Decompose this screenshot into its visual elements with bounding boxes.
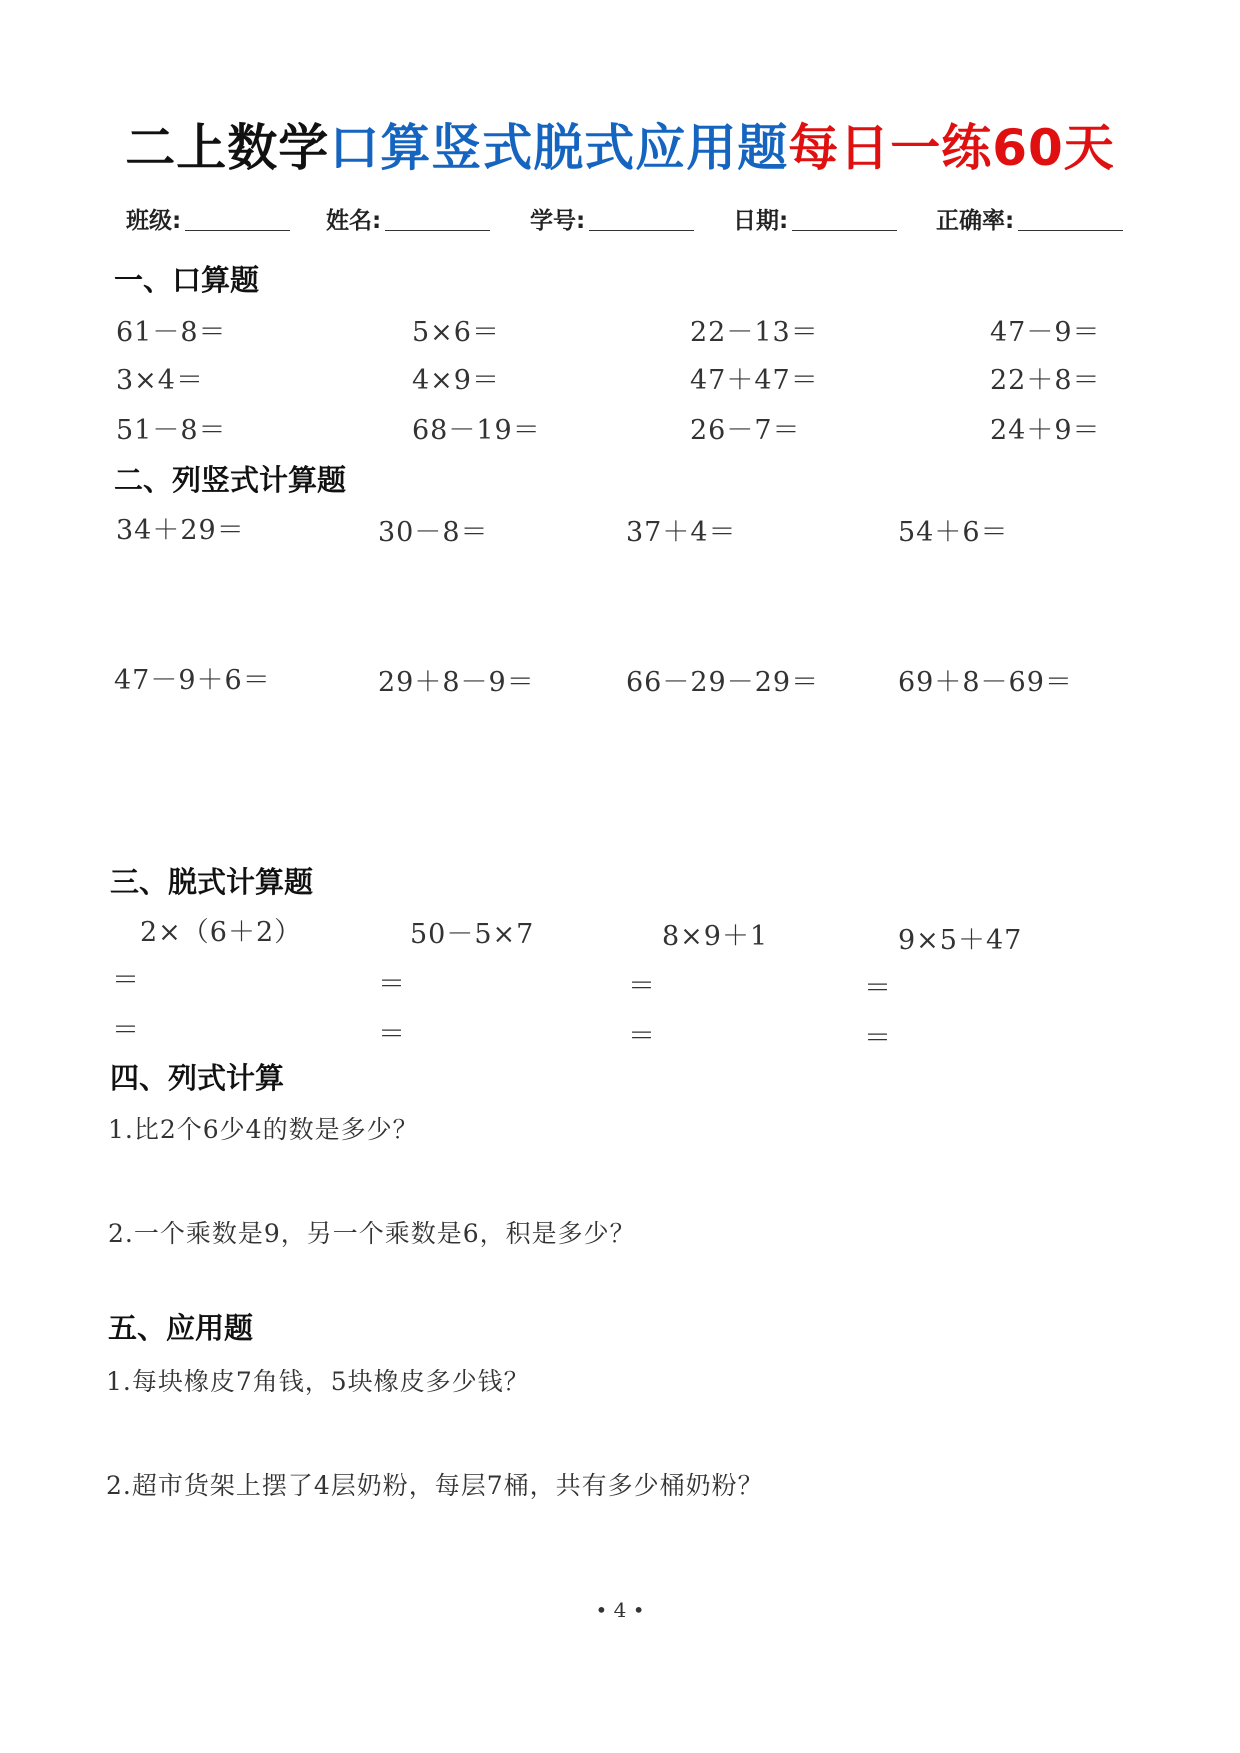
vertical-problem: 37＋4＝ [626,517,737,548]
section-heading-vertical: 二、列竖式计算题 [114,463,347,497]
vertical-problem: 47－9＋6＝ [114,665,271,696]
oral-problem: 26－7＝ [690,415,801,446]
oral-problem: 51－8＝ [116,415,227,446]
section-heading-stepwise: 三、脱式计算题 [110,865,314,899]
equals-sign: ＝ [864,973,891,1004]
class-field [126,202,290,235]
accuracy-label: 正确率: [936,208,1015,234]
date-label: 日期: [733,208,789,234]
name-blank[interactable] [385,210,490,231]
oral-problem: 22－13＝ [690,317,819,348]
vertical-problem: 29＋8－9＝ [378,667,535,698]
name-label: 姓名: [326,208,382,234]
stepwise-problem: 50－5×7 [410,919,535,950]
oral-problem: 22＋8＝ [990,365,1101,396]
equals-sign: ＝ [112,1015,139,1046]
title-part-topics: 口算竖式脱式应用题 [329,119,789,177]
section-heading-oral: 一、口算题 [114,263,260,297]
word-problem: 2.超市货架上摆了4层奶粉，每层7桶，共有多少桶奶粉？ [106,1471,764,1500]
name-field [326,202,490,235]
student-number-field [530,202,694,235]
stepwise-problem: 2×（6＋2） [140,917,303,948]
page-title [0,108,1240,180]
date-field [733,202,897,235]
word-problem: 2.一个乘数是9，另一个乘数是6，积是多少？ [108,1219,636,1248]
word-problem: 1.每块橡皮7角钱，5块橡皮多少钱？ [106,1367,530,1396]
oral-problem: 4×9＝ [412,365,500,396]
vertical-problem: 66－29－29＝ [626,667,820,698]
oral-problem: 24＋9＝ [990,415,1101,446]
equals-sign: ＝ [112,965,139,996]
equals-sign: ＝ [628,1021,655,1052]
oral-problem: 5×6＝ [412,317,500,348]
equals-sign: ＝ [378,969,405,1000]
title-part-grade: 二上数学 [125,119,330,177]
equals-sign: ＝ [864,1023,891,1054]
class-blank[interactable] [185,210,290,231]
vertical-problem: 54＋6＝ [898,517,1009,548]
oral-problem: 47＋47＝ [690,365,819,396]
vertical-problem: 69＋8－69＝ [898,667,1073,698]
date-blank[interactable] [792,210,897,231]
section-heading-application: 五、应用题 [108,1311,254,1345]
accuracy-field [936,202,1123,235]
oral-problem: 3×4＝ [116,365,204,396]
section-heading-expression: 四、列式计算 [110,1061,285,1095]
stepwise-problem: 8×9＋1 [662,921,769,952]
oral-problem: 47－9＝ [990,317,1101,348]
title-part-daily: 每日一练60天 [788,119,1115,177]
vertical-problem: 30－8＝ [378,517,489,548]
word-problem: 1.比2个6少4的数是多少？ [108,1115,419,1144]
oral-problem: 68－19＝ [412,415,541,446]
stepwise-problem: 9×5＋47 [898,925,1023,956]
accuracy-blank[interactable] [1018,210,1123,231]
equals-sign: ＝ [378,1019,405,1050]
oral-problem: 61－8＝ [116,317,227,348]
vertical-problem: 34＋29＝ [116,515,245,546]
equals-sign: ＝ [628,971,655,1002]
page-number: • 4 • [595,1598,645,1622]
student-number-label: 学号: [530,208,586,234]
student-number-blank[interactable] [589,210,694,231]
class-label: 班级: [126,208,182,234]
